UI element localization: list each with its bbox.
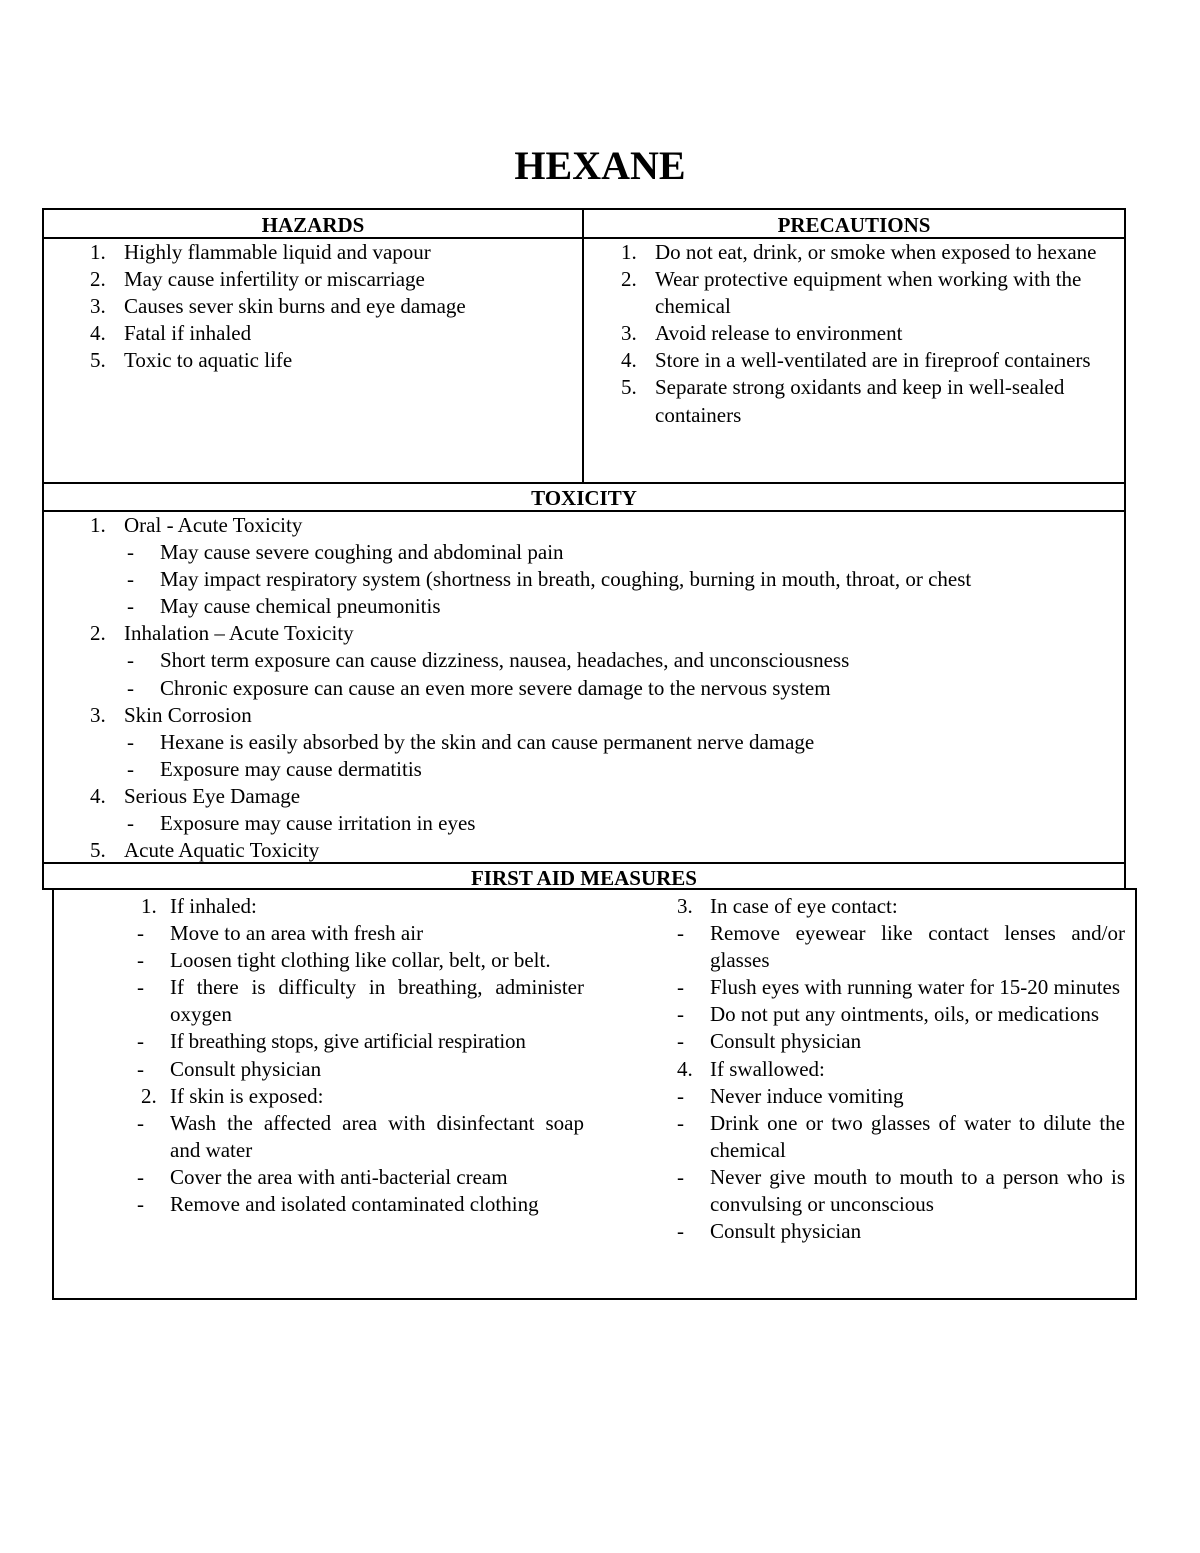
list-item: - Exposure may cause dermatitis	[127, 756, 422, 781]
list-item: - Remove and isolated contaminated clothing	[137, 1192, 539, 1217]
list-item: 4. Serious Eye Damage	[90, 783, 301, 808]
list-item: - If breathing stops, give artificial respiration	[137, 1029, 526, 1054]
first-aid-left-list	[132, 893, 584, 1218]
column-divider	[582, 210, 584, 482]
list-item: - Flush eyes with running water for 15-20 minutes	[677, 975, 1121, 1000]
item-number: 1.	[621, 240, 637, 264]
list-item: - Exposure may cause irritation in eyes	[127, 811, 476, 836]
list-item: - Remove eyewear like contact lenses and/or glasses	[677, 921, 1125, 973]
list-item: 5. Acute Aquatic Toxicity	[90, 838, 320, 863]
list-item: 4. Fatal if inhaled	[90, 320, 570, 347]
list-item: 1. Highly flammable liquid and vapour	[90, 239, 570, 266]
toxicity-header: TOXICITY	[531, 486, 637, 510]
list-item: 1. Do not eat, drink, or smoke when exposed to hexane	[621, 239, 1105, 266]
item-number: 2.	[621, 267, 637, 292]
list-item: - Loosen tight clothing like collar, belt, or belt.	[137, 948, 551, 973]
list-item: 1. If inhaled:	[141, 894, 257, 918]
first-aid-top-divider	[44, 862, 1124, 864]
list-item: - Short term exposure can cause dizziness, nausea, headaches, and unconsciousness	[127, 648, 850, 673]
list-item: 3. Skin Corrosion	[90, 702, 252, 727]
list-item: - Cover the area with anti-bacterial cream	[137, 1164, 508, 1189]
list-item: 5. Toxic to aquatic life	[90, 347, 570, 374]
list-item: 2. Wear protective equipment when working with the chemical	[621, 267, 1082, 319]
list-item: - May cause severe coughing and abdominal pain	[127, 540, 564, 565]
list-item: - If there is difficulty in breathing, administer oxygen	[137, 975, 584, 1027]
list-item: - Consult physician	[137, 1056, 322, 1081]
list-item: 2. May cause infertility or miscarriage	[90, 266, 570, 293]
first-aid-table	[52, 888, 1137, 1300]
list-item: - Hexane is easily absorbed by the skin and can cause permanent nerve damage	[127, 729, 815, 754]
first-aid-right-list	[672, 893, 1125, 1245]
precautions-header: PRECAUTIONS	[777, 213, 931, 237]
list-item: 1. Oral - Acute Toxicity	[90, 513, 303, 537]
list-item: - Consult physician	[677, 1029, 862, 1054]
list-item: - Do not put any ointments, oils, or medications	[677, 1002, 1100, 1027]
list-item: 2. If skin is exposed:	[141, 1083, 324, 1108]
list-item: - Consult physician	[677, 1219, 862, 1244]
item-number: 5.	[90, 348, 106, 373]
toxicity-top-divider	[44, 482, 1124, 484]
list-item: 3. In case of eye contact:	[677, 894, 898, 918]
list-item: - Drink one or two glasses of water to dilute the chemical	[677, 1110, 1125, 1162]
hazards-header: HAZARDS	[261, 213, 365, 237]
item-number: 3.	[621, 321, 637, 346]
list-item: - Wash the affected area with disinfectant soap and water	[137, 1110, 584, 1162]
list-item: - Never give mouth to mouth to a person who is convulsing or unconscious	[677, 1164, 1125, 1217]
item-number: 5.	[621, 375, 637, 400]
list-item: - Chronic exposure can cause an even more severe damage to the nervous system	[127, 675, 831, 700]
list-item: - May impact respiratory system (shortness in breath, coughing, burning in mouth, throat, or chest	[127, 567, 972, 592]
list-item: 4. If swallowed:	[677, 1056, 825, 1081]
precautions-list	[621, 239, 1105, 429]
list-item: 3. Avoid release to environment	[621, 320, 1105, 347]
list-item: 3. Causes sever skin burns and eye damage	[90, 293, 570, 320]
first-aid-header: FIRST AID MEASURES	[470, 866, 697, 890]
list-item: 2. Inhalation – Acute Toxicity	[90, 621, 354, 646]
item-number: 4.	[90, 321, 106, 346]
item-number: 3.	[90, 294, 106, 319]
list-item: - Move to an area with fresh air	[137, 921, 424, 946]
item-number: 2.	[90, 267, 106, 292]
list-item: 5. Separate strong oxidants and keep in well-sealed containers	[621, 375, 1065, 427]
list-item: - May cause chemical pneumonitis	[127, 594, 441, 619]
hazards-precautions-toxicity-table	[42, 208, 1126, 890]
item-number: 4.	[621, 348, 637, 373]
item-number: 1.	[90, 240, 106, 264]
toxicity-list	[90, 512, 1120, 864]
list-item: - Never induce vomiting	[677, 1083, 904, 1108]
list-item: 4. Store in a well-ventilated are in fireproof containers	[621, 347, 1105, 374]
page-title: HEXANE	[514, 143, 686, 188]
hazards-list	[90, 239, 570, 374]
